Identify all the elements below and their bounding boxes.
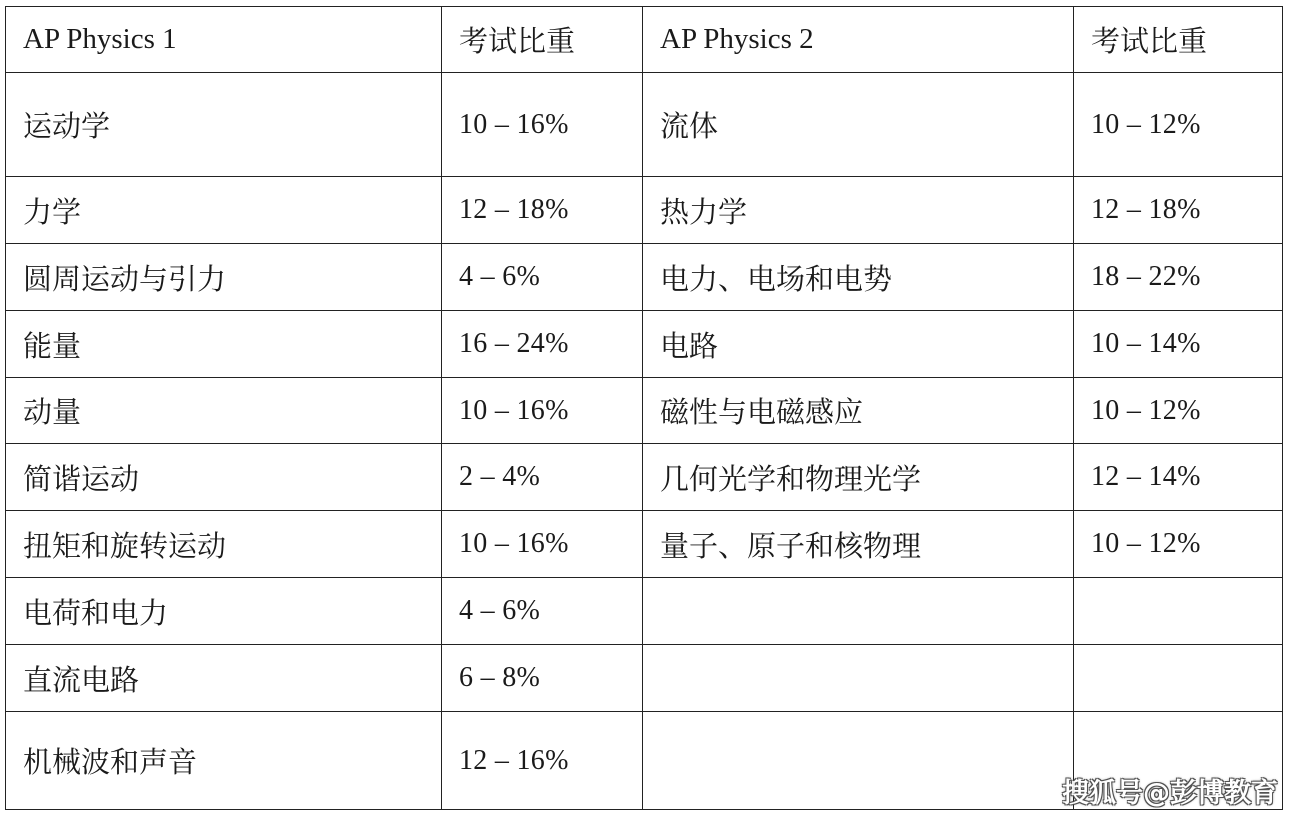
physics1-topic: 圆周运动与引力: [6, 244, 442, 311]
physics1-topic: 电荷和电力: [6, 578, 442, 645]
physics1-topic: 直流电路: [6, 645, 442, 712]
ap-physics-exam-weight-table: [5, 6, 1283, 810]
physics1-topic: 力学: [6, 177, 442, 244]
table-row: [6, 378, 1283, 444]
physics2-topic: 几何光学和物理光学: [643, 444, 1074, 511]
physics2-topic: 电力、电场和电势: [643, 244, 1074, 311]
physics2-weight: 12 – 14%: [1074, 444, 1283, 511]
table-row: [6, 511, 1283, 578]
physics2-topic: 电路: [643, 311, 1074, 378]
table-row: [6, 578, 1283, 645]
table-row: [6, 311, 1283, 378]
physics1-weight: 10 – 16%: [442, 73, 643, 177]
physics1-weight: 12 – 18%: [442, 177, 643, 244]
physics1-weight: 2 – 4%: [442, 444, 643, 511]
physics1-weight: 10 – 16%: [442, 378, 643, 444]
physics2-weight: 10 – 14%: [1074, 311, 1283, 378]
physics1-topic: 简谐运动: [6, 444, 442, 511]
table-row: [6, 244, 1283, 311]
physics2-topic: 量子、原子和核物理: [643, 511, 1074, 578]
physics2-topic: [643, 578, 1074, 645]
physics1-weight: 12 – 16%: [442, 712, 643, 810]
physics2-weight: [1074, 645, 1283, 712]
physics2-topic: 流体: [643, 73, 1074, 177]
physics2-topic: 磁性与电磁感应: [643, 378, 1074, 444]
physics2-weight: 18 – 22%: [1074, 244, 1283, 311]
table-row: [6, 73, 1283, 177]
physics2-topic: [643, 645, 1074, 712]
header-exam-weight-2: 考试比重: [1074, 7, 1283, 73]
header-ap-physics-1: AP Physics 1: [6, 7, 442, 73]
physics2-weight: [1074, 578, 1283, 645]
header-exam-weight-1: 考试比重: [442, 7, 643, 73]
physics1-weight: 10 – 16%: [442, 511, 643, 578]
physics2-weight: 10 – 12%: [1074, 378, 1283, 444]
table-row: [6, 645, 1283, 712]
sohu-watermark: 搜狐号@彭博教育: [1062, 778, 1278, 809]
table-row: [6, 177, 1283, 244]
physics1-weight: 4 – 6%: [442, 244, 643, 311]
table-row: [6, 444, 1283, 511]
physics2-topic: [643, 712, 1074, 810]
physics1-topic: 机械波和声音: [6, 712, 442, 810]
physics1-weight: 4 – 6%: [442, 578, 643, 645]
physics1-topic: 动量: [6, 378, 442, 444]
physics1-topic: 扭矩和旋转运动: [6, 511, 442, 578]
physics2-weight: 12 – 18%: [1074, 177, 1283, 244]
physics1-topic: 运动学: [6, 73, 442, 177]
physics1-weight: 16 – 24%: [442, 311, 643, 378]
physics2-weight: 10 – 12%: [1074, 73, 1283, 177]
physics1-topic: 能量: [6, 311, 442, 378]
physics1-weight: 6 – 8%: [442, 645, 643, 712]
physics2-topic: 热力学: [643, 177, 1074, 244]
physics2-weight: 10 – 12%: [1074, 511, 1283, 578]
header-ap-physics-2: AP Physics 2: [643, 7, 1074, 73]
table-header-row: [6, 7, 1283, 73]
